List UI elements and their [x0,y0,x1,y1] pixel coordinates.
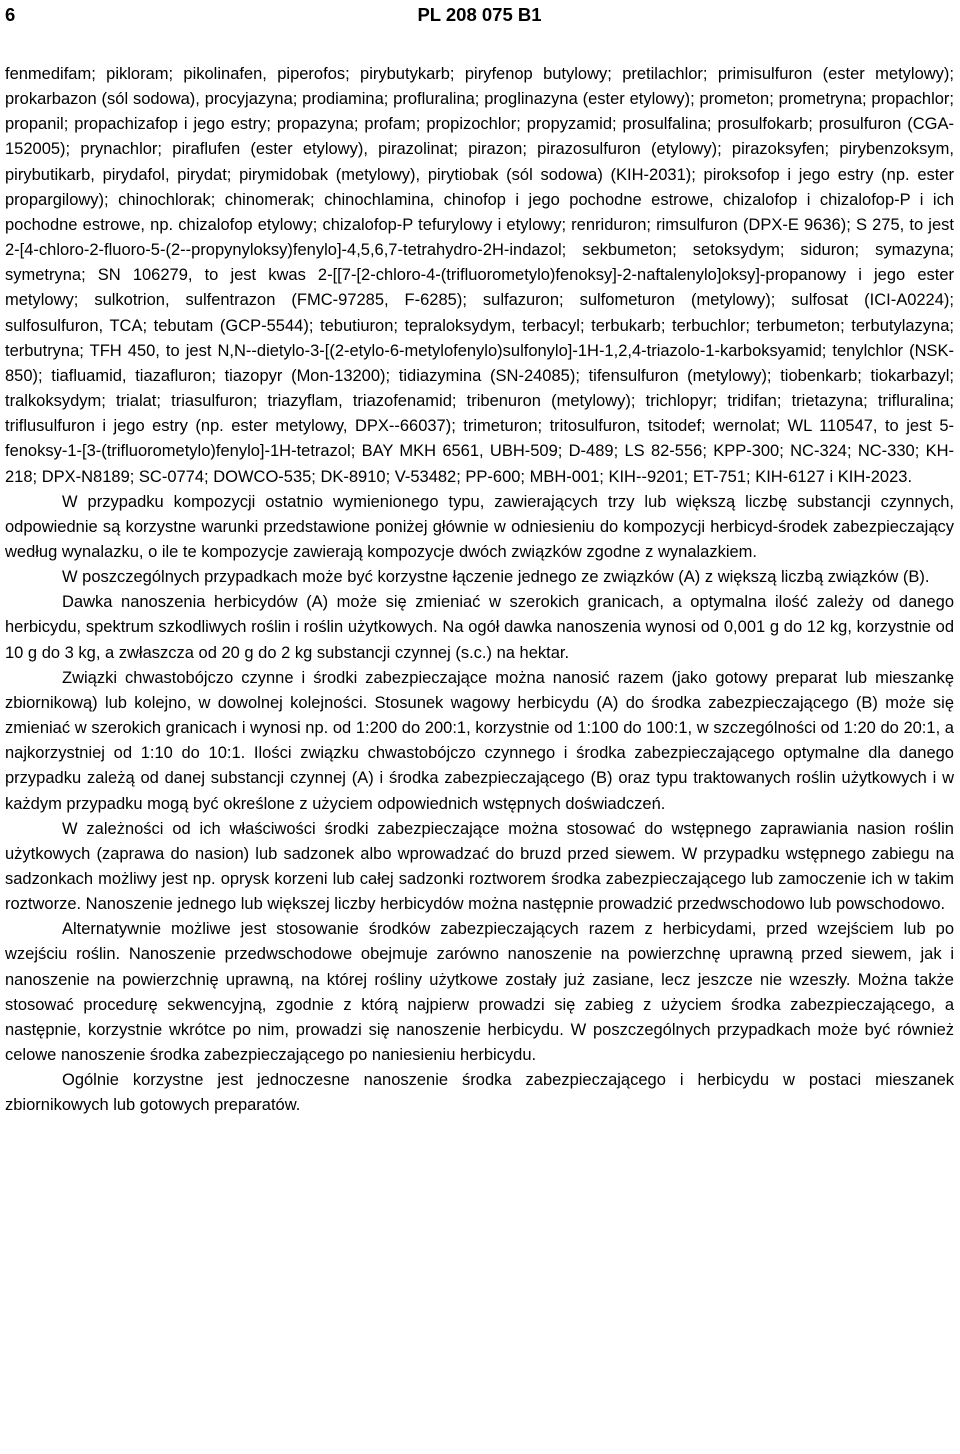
patent-number: PL 208 075 B1 [417,4,542,25]
paragraph: Alternatywnie możliwe jest stosowanie środków zabezpieczających razem z herbicydami, przed wzejściem lub po wzejściu roślin. Nanoszenie przedwschodowe obejmuje zarówno nanoszenie na powierzchnę uprawną przed siewem, jak i nanoszenie na powierzchnię uprawną, na której rośliny użytkowe zostały już zasiane, lecz jeszcze nie wzeszły. Można także stosować procedurę sekwencyjną, zgodnie z którą najpierw prowadzi się zabieg z użyciem środka zabezpieczającego, a następnie, korzystnie wkrótce po nim, prowadzi się nanoszenie herbicydu. W poszczególnych przypadkach może być również celowe nanoszenie środka zabezpieczającego po naniesieniu herbicydu. [5,920,954,1065]
paragraph: W przypadku kompozycji ostatnio wymienionego typu, zawierających trzy lub większą liczbę substancji czynnych, odpowiednie są korzystne warunki przedstawione poniżej głównie w odniesieniu do kompozycji herbicyd-środek zabezpieczający według wynalazku, o ile te kompozycje zawierają kompozycje dwóch związków zgodne z wynalazkiem. [5,492,954,561]
paragraph: W zależności od ich właściwości środki zabezpieczające można stosować do wstępnego zaprawiania nasion roślin użytkowych (zaprawa do nasion) lub sadzonek albo wprowadzać do bruzd przed siewem. W przypadku wstępnego zabiegu na sadzonkach możliwy jest np. oprysk korzeni lub całej sadzonki roztworem środka zabezpieczającego lub zamoczenie ich w takim roztworze. Nanoszenie jednego lub większej liczby herbicydów można następnie prowadzić przedwschodowo lub powschodowo. [5,819,954,914]
paragraph: Związki chwastobójczo czynne i środki zabezpieczające można nanosić razem (jako gotowy preparat lub mieszankę zbiornikową) lub kolejno, w dowolnej kolejności. Stosunek wagowy herbicydu (A) do środka zabezpieczającego (B) może się zmieniać w szerokich granicach i wynosi np. od 1:200 do 200:1, korzystnie od 1:100 do 100:1, w szczególności od 1:20 do 20:1, a najkorzystniej od 1:10 do 10:1. Ilości związku chwastobójczo czynnego i środka zabezpieczającego optymalne dla danego przypadku zależą od danej substancji czynnej (A) i środka zabezpieczającego (B) oraz typu traktowanych roślin użytkowych i w każdym przypadku mogą być określone z użyciem odpowiednich wstępnych doświadczeń. [5,668,954,813]
paragraph-herbicide-list: fenmedifam; pikloram; pikolinafen, piperofos; pirybutykarb; piryfenop butylowy; pretilachlor; primisulfuron (ester metylowy); prokarbazon (sól sodowa), procyjazyna; prodiamina; profluralina; proglinazyna (ester etylowy); prometon; prometryna; propachlor; propanil; propachizafop i jego estry; propazyna; profam; propizochlor; propyzamid; prosulfalina; prosulfokarb; prosulfuron (CGA-152005); prynachlor; piraflufen (ester etylowy), pirazolinat; pirazon; pirazosulfuron (etylowy); pirazoksyfen; pirybenzoksym, pirybutikarb, pirydafol, pirydat; pirymidobak (metylowy), pirytiobak (sól sodowa) (KIH-2031); piroksofop i jego estry (np. ester propargilowy); chinochlorak; chinomerak; chinochlamina, chinofop i jego pochodne estrowe, chizalofop i chizalofop-P i ich pochodne estrowe, np. chizalofop etylowy; chizalofop-P tefurylowy i etylowy; renriduron; rimsulfuron (DPX-E 9636); S 275, to jest 2-[4-chloro-2-fluoro-5-(2--propynyloksy)fenylo]-4,5,6,7-tetrahydro-2H-indazol; sekbumeton; setoksydym; siduron; symazyna; symetryna; SN 106279, to jest kwas 2-[[7-[2-chloro-4-(trifluorometylo)fenoksy]-2-naftalenylo]oksy]-propanowy i jego ester metylowy; sulkotrion, sulfentrazon (FMC-97285, F-6285); sulfazuron; sulfometuron (metylowy); sulfosat (ICI-A0224); sulfosulfuron, TCA; tebutam (GCP-5544); tebutiuron; tepraloksydym, terbacyl; terbukarb; terbuchlor; terbumeton; terbutylazyna; terbutryna; TFH 450, to jest N,N--dietylo-3-[(2-etylo-6-metylofenylo)sulfonylo]-1H-1,2,4-triazolo-1-karboksyamid; tenylchlor (NSK-850); tiafluamid, tiazafluron; tiazopyr (Mon-13200); tidiazymina (SN-24085); tifensulfuron (metylowy); tiobenkarb; tiokarbazyl; tralkoksydym; trialat; triasulfuron; triazyflam, triazofenamid; tribenuron (metylowy); trichlopyr; tridifan; trietazyna; trifluralina; triflusulfuron i jego estry (np. ester metylowy, DPX--66037); trimeturon; tritosulfuron, tsitodef; wernolat; WL 110547, to jest 5-fenoksy-1-[3-(trifluorometylo)fenylo]-1H-tetrazol; BAY MKH 6561, UBH-509; D-489; LS 82-556; KPP-300; NC-324; NC-330; KH-218; DPX-N8189; SC-0774; DOWCO-535; DK-8910; V-53482; PP-600; MBH-001; KIH--9201; ET-751; KIH-6127 i KIH-2023. [5,65,954,486]
paragraph: Ogólnie korzystne jest jednoczesne nanoszenie środka zabezpieczającego i herbicydu w postaci mieszanek zbiornikowych lub gotowych preparatów. [5,1071,954,1115]
document-body [5,62,954,1119]
paragraph: Dawka nanoszenia herbicydów (A) może się zmieniać w szerokich granicach, a optymalna ilość zależy od danego herbicydu, spektrum szkodliwych roślin i roślin użytkowych. Na ogół dawka nanoszenia wynosi od 0,001 g do 12 kg, korzystnie od 10 g do 3 kg, a zwłaszcza od 20 g do 2 kg substancji czynnej (s.c.) na hektar. [5,593,954,662]
page-header [5,4,954,26]
page-number: 6 [5,4,16,25]
paragraph: W poszczególnych przypadkach może być korzystne łączenie jednego ze związków (A) z większą liczbą związków (B). [62,568,930,587]
